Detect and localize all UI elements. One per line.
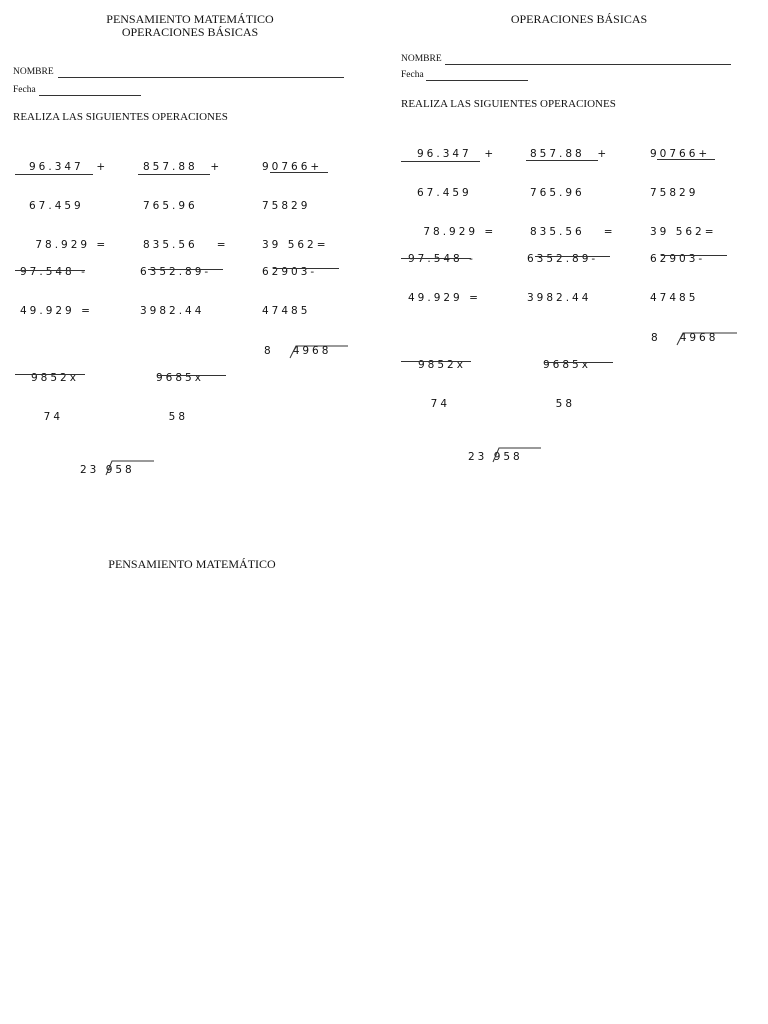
left-fecha-field[interactable] <box>39 95 141 96</box>
right-subtraction-1-answer-line <box>401 258 471 259</box>
right-division-2-bracket <box>493 446 543 464</box>
operand: 97.548 - <box>20 266 88 278</box>
left-addition-1-answer-line <box>15 174 93 175</box>
left-subtraction-2 <box>140 240 211 331</box>
operand: 67.459 <box>29 200 84 212</box>
right-nombre-label: NOMBRE <box>401 54 442 64</box>
operand: 58 <box>543 398 576 410</box>
left-title-line2: OPERACIONES BÁSICAS <box>121 25 259 39</box>
operand: 9685x <box>156 372 204 384</box>
operand: 6352.89- <box>527 253 599 265</box>
right-subtraction-3-answer-line <box>661 255 727 256</box>
operand: 835.56 = <box>530 226 616 238</box>
operand: 39 562= <box>650 226 717 238</box>
operand: 62903- <box>650 253 706 265</box>
operand: 765.96 <box>143 200 198 212</box>
left-division-2: 23 958 <box>80 464 135 476</box>
operand: 39 562= <box>262 239 329 251</box>
operand: 3982.44 <box>140 305 205 317</box>
operand: 62903- <box>262 266 318 278</box>
left-division-1: 8 4968 <box>264 345 332 357</box>
operand: 67.459 <box>417 187 472 199</box>
left-instruction: REALIZA LAS SIGUIENTES OPERACIONES <box>13 111 228 123</box>
operand: 857.88 + <box>530 148 610 160</box>
operand: 47485 <box>650 292 699 304</box>
operand: 857.88 + <box>143 161 223 173</box>
right-multiplication-2-answer-line <box>544 362 613 363</box>
operand: 3982.44 <box>527 292 592 304</box>
left-title <box>60 13 320 39</box>
right-division-1: 8 4968 <box>651 332 719 344</box>
operand: 96.347 + <box>29 161 109 173</box>
operand: 835.56 = <box>143 239 229 251</box>
left-division-1-bracket <box>290 344 350 360</box>
left-addition-3-answer-line <box>270 172 328 173</box>
operand: 765.96 <box>530 187 585 199</box>
left-nombre-field[interactable] <box>58 77 344 78</box>
right-addition-3-answer-line <box>657 159 715 160</box>
left-multiplication-1 <box>31 346 79 437</box>
left-nombre-label: NOMBRE <box>13 67 54 77</box>
operand: 97.548 - <box>408 253 476 265</box>
right-subtraction-2 <box>527 227 598 318</box>
operand: 9852x <box>31 372 79 384</box>
operand: 49.929 = <box>408 292 481 304</box>
right-fecha-label: Fecha <box>401 70 424 80</box>
right-multiplication-2 <box>543 333 591 424</box>
operand: 90766+ <box>650 148 711 160</box>
right-addition-2-answer-line <box>526 160 598 161</box>
operand: 78.929 = <box>29 239 109 251</box>
left-multiplication-2 <box>156 346 204 437</box>
left-subtraction-1 <box>20 240 93 331</box>
right-subtraction-3 <box>650 227 705 318</box>
left-subtraction-3-answer-line <box>273 268 339 269</box>
left-multiplication-2-answer-line <box>157 375 226 376</box>
left-division-2-bracket <box>106 459 156 477</box>
right-multiplication-1 <box>418 333 466 424</box>
left-fecha-label: Fecha <box>13 85 36 95</box>
operand: 49.929 = <box>20 305 93 317</box>
right-instruction: REALIZA LAS SIGUIENTES OPERACIONES <box>401 98 616 110</box>
left-subtraction-2-answer-line <box>148 269 223 270</box>
right-title: OPERACIONES BÁSICAS <box>510 12 648 26</box>
right-fecha-field[interactable] <box>426 80 528 81</box>
operand: 75829 <box>650 187 699 199</box>
right-subtraction-1 <box>408 227 481 318</box>
right-subtraction-2-answer-line <box>535 256 610 257</box>
right-division-2: 23 958 <box>468 451 523 463</box>
right-addition-1-answer-line <box>401 161 480 162</box>
left-title-line1: PENSAMIENTO MATEMÁTICO <box>106 12 274 26</box>
operand: 6352.89- <box>140 266 212 278</box>
operand: 9685x <box>543 359 591 371</box>
left-subtraction-3 <box>262 240 317 331</box>
left-multiplication-1-answer-line <box>15 374 85 375</box>
operand: 9852x <box>418 359 466 371</box>
operand: 96.347 + <box>417 148 497 160</box>
operand: 78.929 = <box>417 226 497 238</box>
right-multiplication-1-answer-line <box>401 361 471 362</box>
right-division-1-bracket <box>677 331 739 347</box>
operand: 74 <box>418 398 451 410</box>
right-nombre-field[interactable] <box>445 64 731 65</box>
operand: 58 <box>156 411 189 423</box>
operand: 47485 <box>262 305 311 317</box>
operand: 74 <box>31 411 64 423</box>
operand: 75829 <box>262 200 311 212</box>
operand: 90766+ <box>262 161 323 173</box>
left-addition-2-answer-line <box>138 174 210 175</box>
left-footer-title: PENSAMIENTO MATEMÁTICO <box>108 557 276 571</box>
left-subtraction-1-answer-line <box>15 270 85 271</box>
